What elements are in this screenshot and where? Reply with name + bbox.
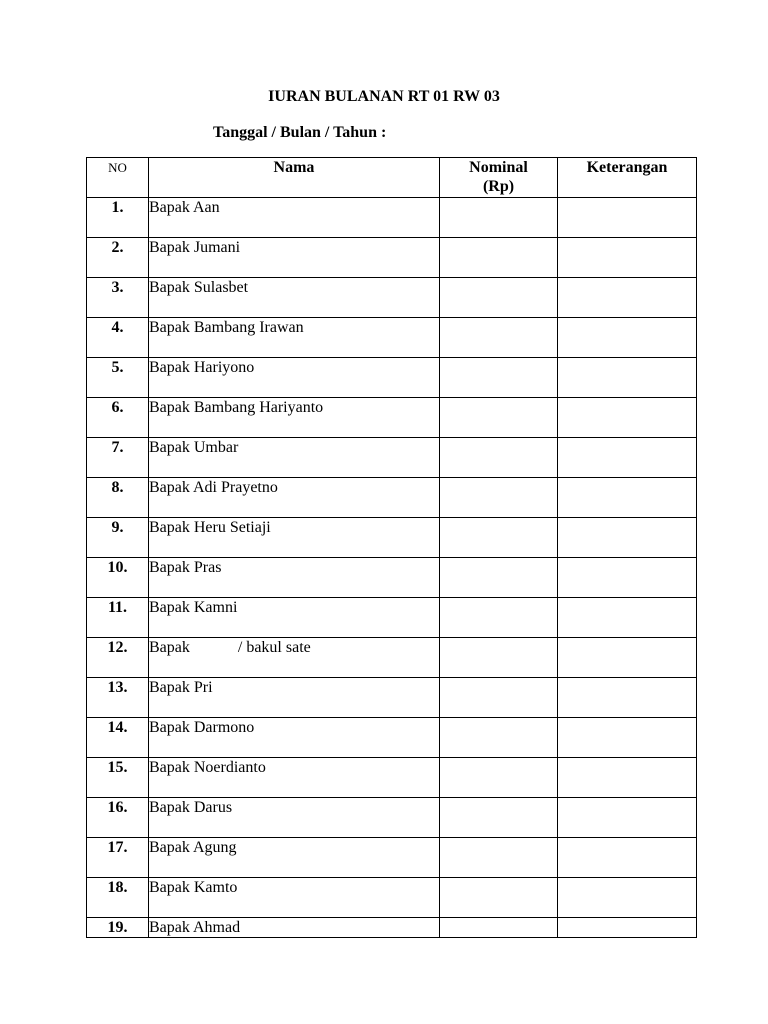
row-nominal-cell[interactable] [440,838,558,878]
table-row [87,918,697,938]
header-keterangan: Keterangan [558,158,697,198]
row-name: Bapak Adi Prayetno [149,478,440,518]
row-number: 4. [87,318,149,358]
row-name: Bapak Darmono [149,718,440,758]
row-keterangan-cell[interactable] [558,918,697,938]
row-number: 17. [87,838,149,878]
row-keterangan-cell[interactable] [558,198,697,238]
row-nominal-cell[interactable] [440,558,558,598]
row-nominal-cell[interactable] [440,758,558,798]
dues-table [86,157,697,938]
row-keterangan-cell[interactable] [558,798,697,838]
row-nominal-cell[interactable] [440,278,558,318]
table-row [87,838,697,878]
row-keterangan-cell[interactable] [558,398,697,438]
table-row [87,758,697,798]
table-row [87,438,697,478]
row-name: Bapak Hariyono [149,358,440,398]
row-number: 9. [87,518,149,558]
table-row [87,638,697,678]
row-keterangan-cell[interactable] [558,238,697,278]
row-nominal-cell[interactable] [440,918,558,938]
row-name: Bapak Heru Setiaji [149,518,440,558]
row-name: Bapak Sulasbet [149,278,440,318]
row-keterangan-cell[interactable] [558,438,697,478]
row-name: Bapak Ahmad [149,918,440,938]
row-nominal-cell[interactable] [440,798,558,838]
row-name: Bapak Bambang Hariyanto [149,398,440,438]
row-name: Bapak Kamto [149,878,440,918]
document-title: IURAN BULANAN RT 01 RW 03 [268,88,500,105]
table-row [87,718,697,758]
row-number: 12. [87,638,149,678]
row-number: 16. [87,798,149,838]
table-row [87,558,697,598]
row-nominal-cell[interactable] [440,318,558,358]
table-row [87,358,697,398]
table-row [87,238,697,278]
row-name: Bapak / bakul sate [149,638,440,678]
table-row [87,478,697,518]
row-nominal-cell[interactable] [440,198,558,238]
row-nominal-cell[interactable] [440,878,558,918]
row-number: 14. [87,718,149,758]
row-number: 13. [87,678,149,718]
row-number: 2. [87,238,149,278]
row-name: Bapak Umbar [149,438,440,478]
row-nominal-cell[interactable] [440,678,558,718]
row-keterangan-cell[interactable] [558,318,697,358]
row-name: Bapak Agung [149,838,440,878]
row-name: Bapak Noerdianto [149,758,440,798]
row-number: 1. [87,198,149,238]
row-number: 5. [87,358,149,398]
row-nominal-cell[interactable] [440,398,558,438]
row-keterangan-cell[interactable] [558,598,697,638]
table-row [87,878,697,918]
row-number: 18. [87,878,149,918]
table-header-row [87,158,697,198]
row-number: 15. [87,758,149,798]
header-nama: Nama [149,158,440,198]
row-nominal-cell[interactable] [440,238,558,278]
row-nominal-cell[interactable] [440,638,558,678]
row-number: 3. [87,278,149,318]
row-nominal-cell[interactable] [440,518,558,558]
row-keterangan-cell[interactable] [558,478,697,518]
row-number: 6. [87,398,149,438]
row-keterangan-cell[interactable] [558,878,697,918]
row-keterangan-cell[interactable] [558,678,697,718]
row-number: 7. [87,438,149,478]
row-name: Bapak Bambang Irawan [149,318,440,358]
row-nominal-cell[interactable] [440,598,558,638]
row-keterangan-cell[interactable] [558,718,697,758]
table-row [87,518,697,558]
row-nominal-cell[interactable] [440,358,558,398]
row-keterangan-cell[interactable] [558,758,697,798]
row-number: 10. [87,558,149,598]
table-row [87,678,697,718]
row-number: 8. [87,478,149,518]
table-row [87,318,697,358]
row-name: Bapak Aan [149,198,440,238]
row-name: Bapak Pras [149,558,440,598]
row-keterangan-cell[interactable] [558,518,697,558]
row-keterangan-cell[interactable] [558,638,697,678]
table-row [87,198,697,238]
row-keterangan-cell[interactable] [558,358,697,398]
row-nominal-cell[interactable] [440,438,558,478]
table-row [87,278,697,318]
date-label: Tanggal / Bulan / Tahun : [213,124,387,141]
row-name: Bapak Kamni [149,598,440,638]
header-nominal: Nominal (Rp) [440,158,558,198]
row-number: 19. [87,918,149,938]
row-keterangan-cell[interactable] [558,838,697,878]
table-row [87,398,697,438]
table-row [87,798,697,838]
table-row [87,598,697,638]
row-number: 11. [87,598,149,638]
row-keterangan-cell[interactable] [558,278,697,318]
row-name: Bapak Pri [149,678,440,718]
row-name: Bapak Darus [149,798,440,838]
row-nominal-cell[interactable] [440,478,558,518]
row-nominal-cell[interactable] [440,718,558,758]
row-name: Bapak Jumani [149,238,440,278]
row-keterangan-cell[interactable] [558,558,697,598]
header-no: NO [87,158,149,198]
